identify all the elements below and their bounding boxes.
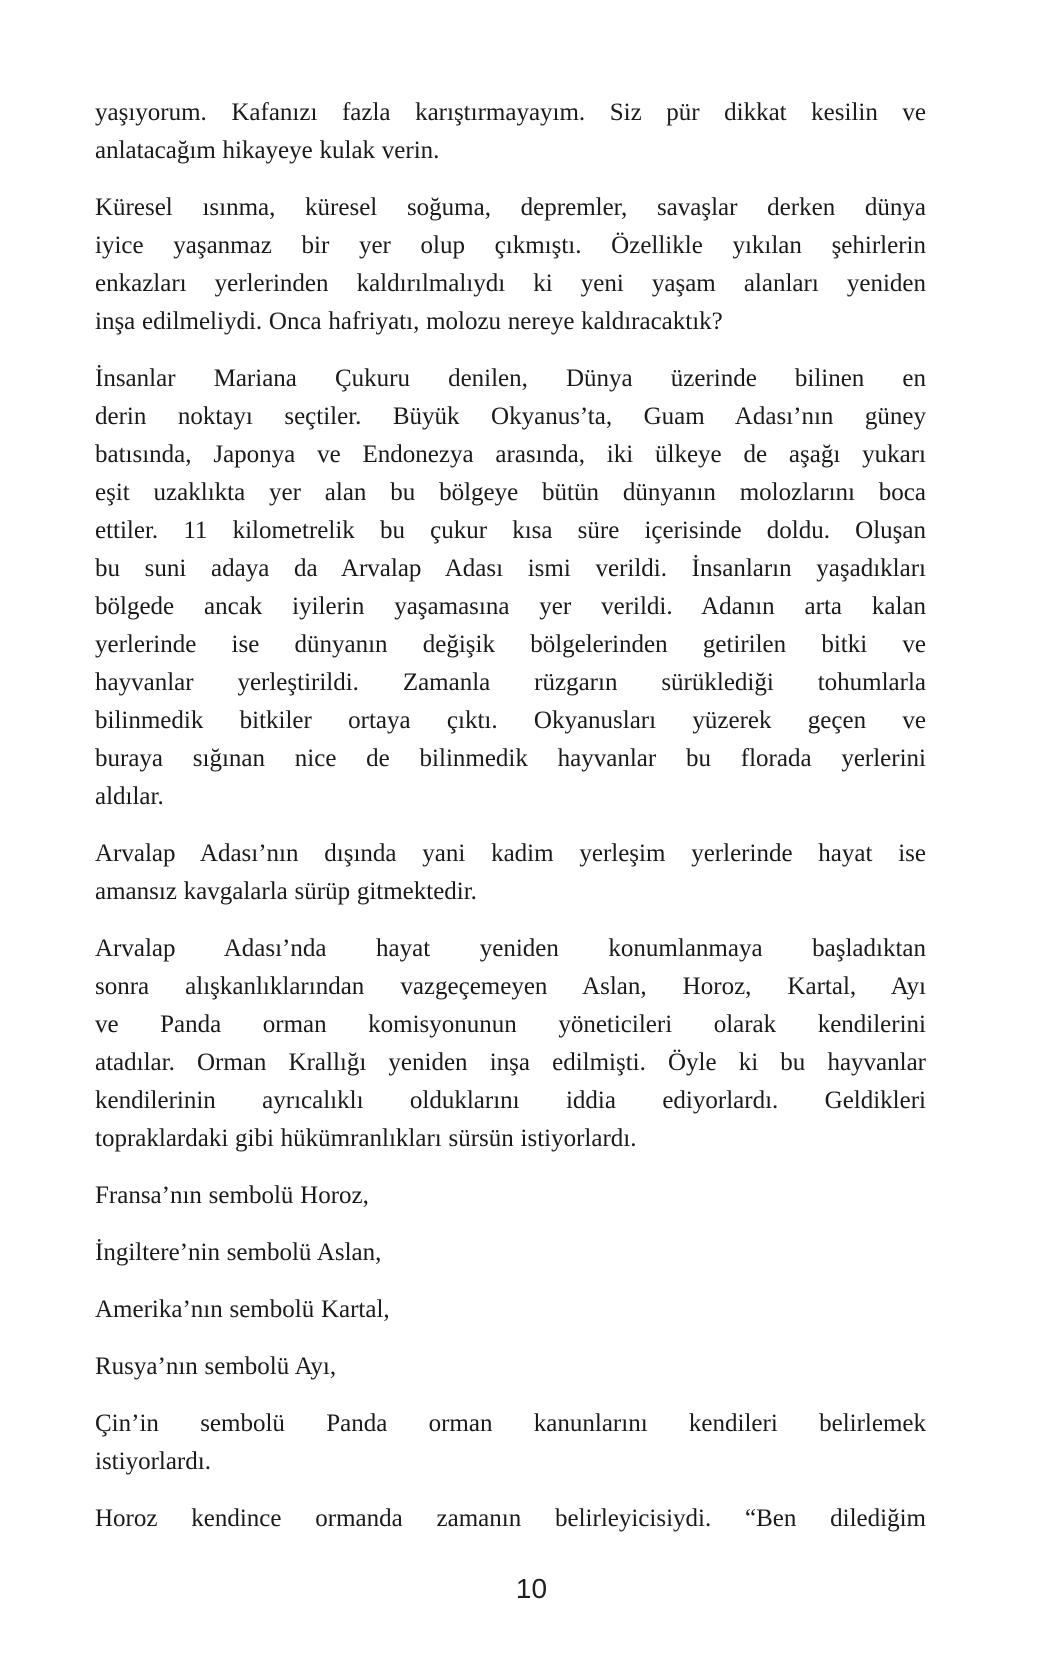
text-line: İngiltere’nin sembolü Aslan, (95, 1239, 382, 1266)
text-line: derin noktayı seçtiler. Büyük Okyanus’ta, Guam Adası’nın güney (95, 403, 926, 430)
paragraph (95, 360, 926, 816)
paragraph (95, 835, 926, 911)
paragraph (95, 930, 926, 1158)
text-line: istiyorlardı. (95, 1448, 211, 1475)
page-number: 10 (515, 1573, 548, 1604)
text-line: eşit uzaklıkta yer alan bu bölgeye bütün dünyanın molozlarını boca (95, 479, 926, 506)
text-line: Horoz kendince ormanda zamanın belirleyicisiydi. “Ben dilediğim (95, 1505, 926, 1532)
text-line: Arvalap Adası’nın dışında yani kadim yerleşim yerlerinde hayat ise (95, 840, 926, 867)
text-line: ve Panda orman komisyonunun yöneticileri olarak kendilerini (95, 1011, 926, 1038)
text-line: Küresel ısınma, küresel soğuma, depremler, savaşlar derken dünya (95, 194, 926, 221)
page-text (95, 94, 926, 1538)
text-line: sonra alışkanlıklarından vazgeçemeyen Aslan, Horoz, Kartal, Ayı (95, 973, 926, 1000)
text-line: topraklardaki gibi hükümranlıkları sürsün istiyorlardı. (95, 1125, 637, 1152)
text-line: batısında, Japonya ve Endonezya arasında, iki ülkeye de aşağı yukarı (95, 441, 926, 468)
paragraph (95, 1405, 926, 1481)
text-line: inşa edilmeliydi. Onca hafriyatı, molozu nereye kaldıracaktık? (95, 308, 723, 335)
paragraph (95, 1500, 926, 1538)
text-line: İnsanlar Mariana Çukuru denilen, Dünya üzerinde bilinen en (95, 365, 926, 392)
text-line: buraya sığınan nice de bilinmedik hayvanlar bu florada yerlerini (95, 745, 926, 772)
text-line: bölgede ancak iyilerin yaşamasına yer verildi. Adanın arta kalan (95, 593, 926, 620)
text-line: Amerika’nın sembolü Kartal, (95, 1296, 390, 1323)
text-line: aldılar. (95, 783, 164, 810)
paragraph (95, 1348, 926, 1386)
text-line: anlatacağım hikayeye kulak verin. (95, 137, 440, 164)
text-line: yerlerinde ise dünyanın değişik bölgelerinden getirilen bitki ve (95, 631, 926, 658)
text-line: Arvalap Adası’nda hayat yeniden konumlanmaya başladıktan (95, 935, 926, 962)
text-line: bu suni adaya da Arvalap Adası ismi verildi. İnsanların yaşadıkları (95, 555, 926, 582)
text-line: enkazları yerlerinden kaldırılmalıydı ki yeni yaşam alanları yeniden (95, 270, 926, 297)
text-line: Çin’in sembolü Panda orman kanunlarını kendileri belirlemek (95, 1410, 926, 1437)
paragraph (95, 1234, 926, 1272)
paragraph (95, 1177, 926, 1215)
text-line: hayvanlar yerleştirildi. Zamanla rüzgarın sürüklediği tohumlarla (95, 669, 926, 696)
text-line: atadılar. Orman Krallığı yeniden inşa edilmişti. Öyle ki bu hayvanlar (95, 1049, 926, 1076)
text-line: bilinmedik bitkiler ortaya çıktı. Okyanusları yüzerek geçen ve (95, 707, 926, 734)
text-line: iyice yaşanmaz bir yer olup çıkmıştı. Özellikle yıkılan şehirlerin (95, 232, 926, 259)
text-line: amansız kavgalarla sürüp gitmektedir. (95, 878, 477, 905)
paragraph (95, 94, 926, 170)
paragraph (95, 189, 926, 341)
text-line: ettiler. 11 kilometrelik bu çukur kısa süre içerisinde doldu. Oluşan (95, 517, 926, 544)
paragraph (95, 1291, 926, 1329)
text-line: Fransa’nın sembolü Horoz, (95, 1182, 369, 1209)
text-line: kendilerinin ayrıcalıklı olduklarını iddia ediyorlardı. Geldikleri (95, 1087, 926, 1114)
text-line: yaşıyorum. Kafanızı fazla karıştırmayayım. Siz pür dikkat kesilin ve (95, 99, 926, 126)
text-line: Rusya’nın sembolü Ayı, (95, 1353, 337, 1380)
